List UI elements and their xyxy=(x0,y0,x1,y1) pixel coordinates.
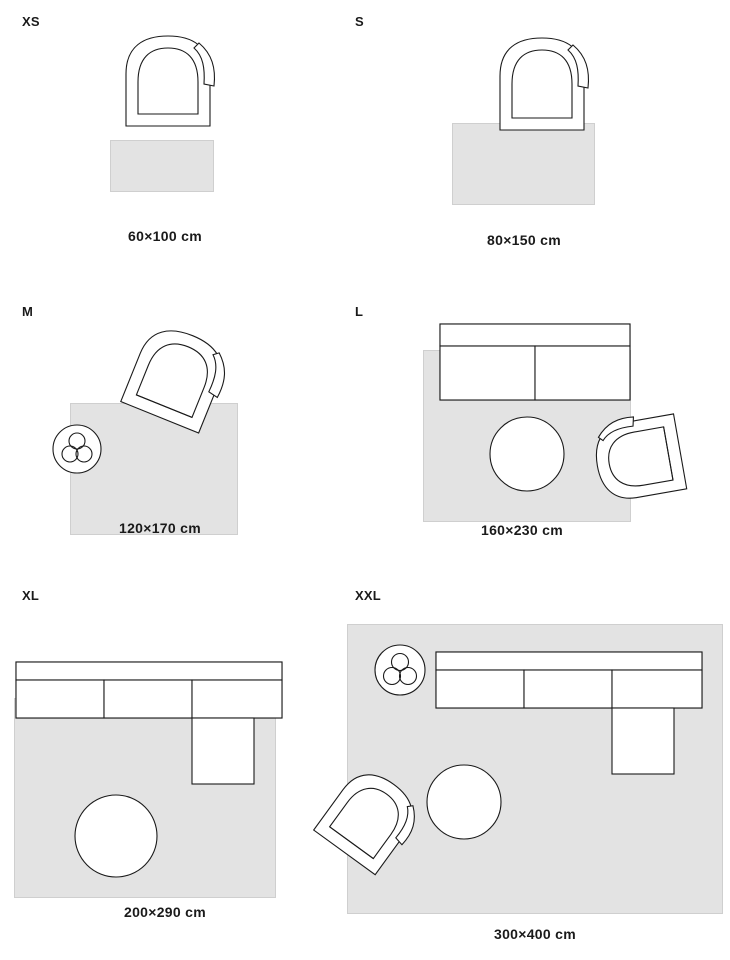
side-table-xxl xyxy=(370,640,430,700)
corner-sofa-xl xyxy=(12,652,302,792)
size-cell-xxl xyxy=(340,578,730,960)
size-label-m: M xyxy=(22,304,34,319)
size-cell-m xyxy=(0,290,340,560)
round-coffee-table-xxl xyxy=(424,762,504,842)
size-label-xxl: XXL xyxy=(355,588,381,603)
dimension-label-xs: 60×100 cm xyxy=(128,228,202,244)
size-cell-l xyxy=(340,290,730,560)
scene-xxl xyxy=(340,614,730,904)
scene-m xyxy=(0,328,340,508)
scene-l xyxy=(340,324,730,514)
armchair-xs xyxy=(104,30,234,140)
scene-s xyxy=(340,30,730,210)
side-table-m xyxy=(48,420,106,478)
size-cell-s xyxy=(340,0,730,262)
scene-xs xyxy=(0,30,340,200)
size-label-xl: XL xyxy=(22,588,40,603)
armchair-m xyxy=(118,328,258,458)
armchair-s xyxy=(478,30,608,145)
dimension-label-l: 160×230 cm xyxy=(480,522,564,538)
rug-xs xyxy=(110,140,214,192)
corner-sofa-xxl xyxy=(432,642,722,782)
size-cell-xl xyxy=(0,578,340,960)
size-cell-xs xyxy=(0,0,340,262)
sofa-l xyxy=(436,320,636,406)
dimension-label-m: 120×170 cm xyxy=(118,520,202,536)
armchair-xxl xyxy=(318,772,428,882)
round-coffee-table-l xyxy=(487,414,567,494)
dimension-label-xxl: 300×400 cm xyxy=(493,926,577,942)
size-label-s: S xyxy=(355,14,364,29)
round-coffee-table-xl xyxy=(72,792,160,880)
size-label-l: L xyxy=(355,304,364,319)
armchair-l xyxy=(590,402,700,512)
scene-xl xyxy=(0,614,340,904)
dimension-label-xl: 200×290 cm xyxy=(123,904,207,920)
dimension-label-s: 80×150 cm xyxy=(487,232,561,248)
size-label-xs: XS xyxy=(22,14,40,29)
